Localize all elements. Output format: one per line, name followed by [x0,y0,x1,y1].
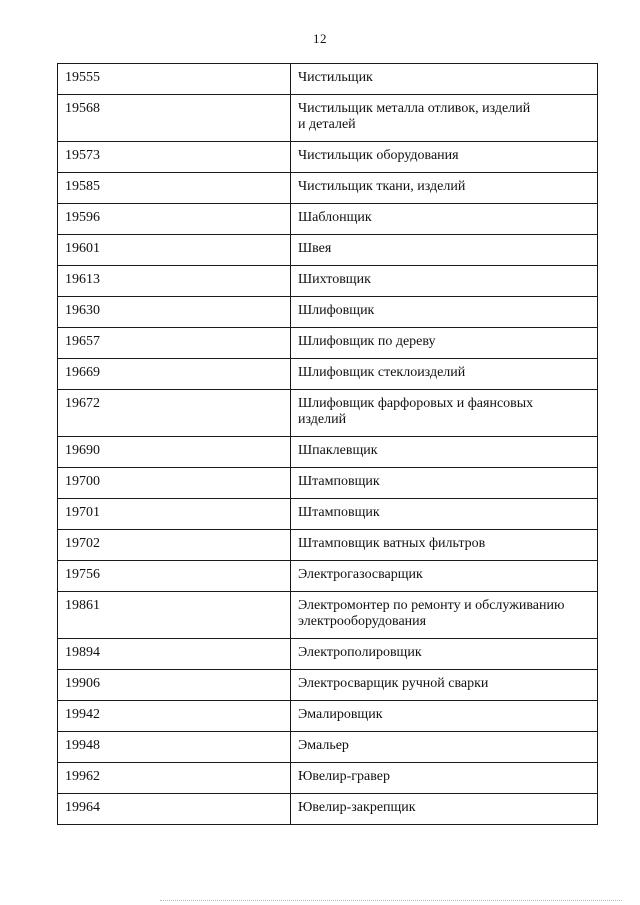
profession-name-cell: Эмальер [291,732,598,763]
profession-name-cell: Чистильщик [291,64,598,95]
professions-table-body [58,64,598,825]
profession-code-cell: 19601 [58,235,291,266]
profession-name-cell: Чистильщик оборудования [291,142,598,173]
table-row [58,468,598,499]
table-row [58,763,598,794]
profession-name-cell: Ювелир-гравер [291,763,598,794]
profession-code-cell: 19962 [58,763,291,794]
page-number: 12 [313,31,327,46]
table-row [58,235,598,266]
table-row [58,328,598,359]
profession-name-cell: Эмалировщик [291,701,598,732]
profession-name-cell: Чистильщик металла отливок, изделий и деталей [291,95,598,142]
profession-name-cell: Ювелир-закрепщик [291,794,598,825]
profession-name-cell: Шихтовщик [291,266,598,297]
profession-name-cell: Электрогазосварщик [291,561,598,592]
table-row [58,794,598,825]
profession-code-cell: 19756 [58,561,291,592]
table-row [58,530,598,561]
profession-code-cell: 19942 [58,701,291,732]
profession-code-cell: 19894 [58,639,291,670]
profession-name-cell: Шлифовщик фарфоровых и фаянсовых изделий [291,390,598,437]
table-row [58,437,598,468]
profession-name-cell: Чистильщик ткани, изделий [291,173,598,204]
profession-name-cell: Шлифовщик по дереву [291,328,598,359]
table-row [58,142,598,173]
profession-name-cell: Электромонтер по ремонту и обслуживанию электрооборудования [291,592,598,639]
profession-code-cell: 19700 [58,468,291,499]
profession-code-cell: 19964 [58,794,291,825]
professions-table [57,63,598,825]
profession-code-cell: 19701 [58,499,291,530]
profession-name-cell: Шлифовщик [291,297,598,328]
table-row [58,359,598,390]
profession-code-cell: 19596 [58,204,291,235]
profession-code-cell: 19669 [58,359,291,390]
page-bottom-edge [160,900,622,901]
profession-code-cell: 19906 [58,670,291,701]
profession-code-cell: 19555 [58,64,291,95]
profession-code-cell: 19585 [58,173,291,204]
table-row [58,266,598,297]
profession-code-cell: 19573 [58,142,291,173]
profession-name-cell: Штамповщик [291,468,598,499]
table-row [58,701,598,732]
profession-code-cell: 19948 [58,732,291,763]
table-row [58,95,598,142]
table-row [58,204,598,235]
profession-name-cell: Швея [291,235,598,266]
profession-name-cell: Штамповщик ватных фильтров [291,530,598,561]
profession-code-cell: 19702 [58,530,291,561]
table-row [58,670,598,701]
profession-name-cell: Электрополировщик [291,639,598,670]
profession-code-cell: 19690 [58,437,291,468]
profession-name-cell: Шпаклевщик [291,437,598,468]
table-row [58,173,598,204]
table-row [58,732,598,763]
table-row [58,592,598,639]
profession-code-cell: 19861 [58,592,291,639]
profession-name-cell: Шаблонщик [291,204,598,235]
profession-code-cell: 19630 [58,297,291,328]
table-row [58,499,598,530]
profession-code-cell: 19568 [58,95,291,142]
table-row [58,297,598,328]
table-row [58,64,598,95]
table-row [58,561,598,592]
profession-code-cell: 19657 [58,328,291,359]
profession-name-cell: Штамповщик [291,499,598,530]
profession-name-cell: Шлифовщик стеклоизделий [291,359,598,390]
table-row [58,639,598,670]
profession-name-cell: Электросварщик ручной сварки [291,670,598,701]
profession-code-cell: 19672 [58,390,291,437]
profession-code-cell: 19613 [58,266,291,297]
table-row [58,390,598,437]
